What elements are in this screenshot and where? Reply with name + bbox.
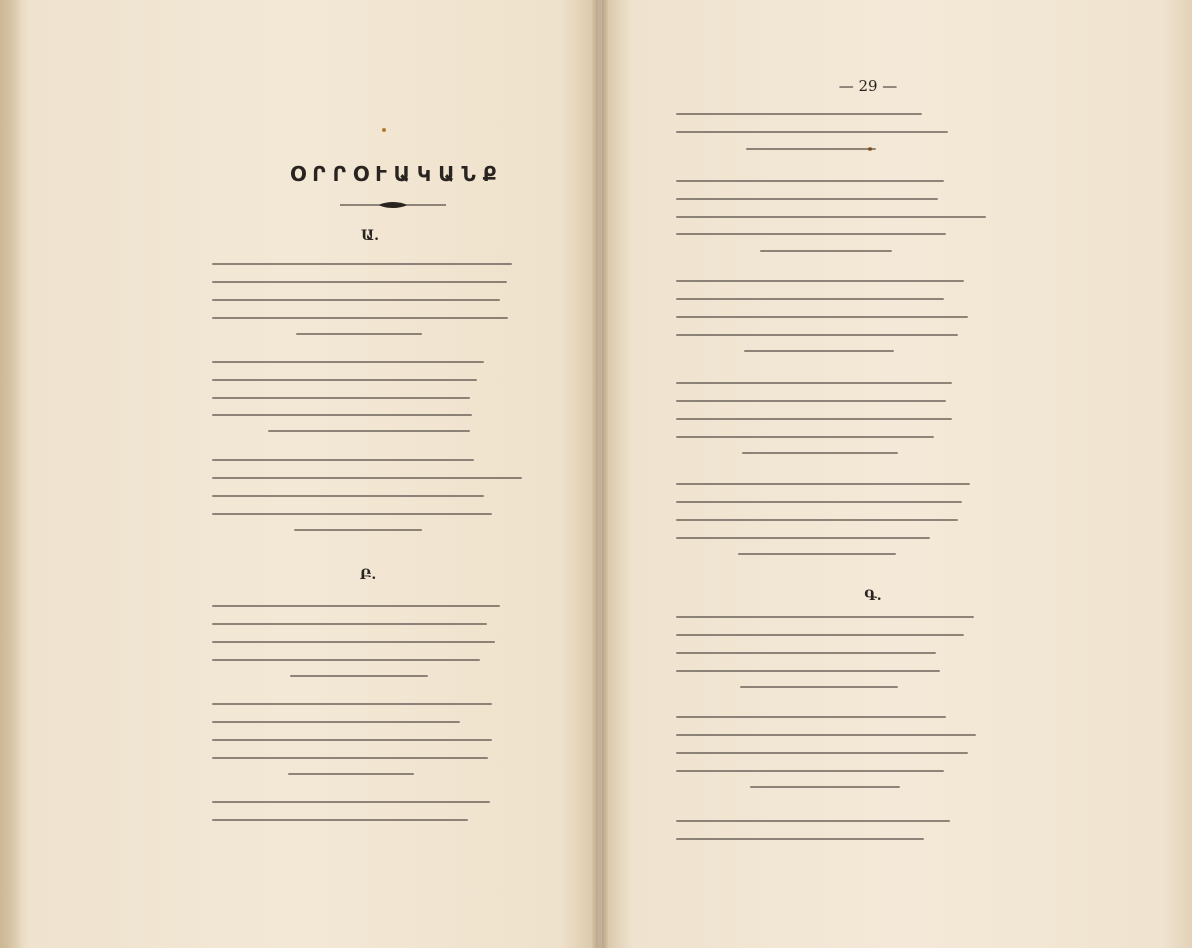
verse-line: [212, 721, 460, 723]
verse-line: [294, 529, 422, 531]
verse-line: [676, 670, 940, 672]
section-heading-c: Գ.: [864, 588, 882, 604]
title-ornament: [338, 200, 448, 210]
verse-line: [676, 418, 952, 420]
verse-line: [212, 739, 492, 741]
verse-line: [212, 379, 477, 381]
verse-line: [744, 350, 894, 352]
verse-line: [212, 623, 487, 625]
verse-line: [288, 773, 414, 775]
verse-line: [212, 495, 484, 497]
verse-line: [212, 414, 472, 416]
verse-line: [676, 400, 946, 402]
verse-line: [676, 734, 976, 736]
verse-line: [676, 616, 974, 618]
verse-line: [212, 299, 500, 301]
verse-line: [676, 298, 944, 300]
verse-line: [212, 659, 480, 661]
page-title: ՕՐՐՕՒԱԿԱՆՔ: [290, 162, 504, 186]
verse-line: [676, 382, 952, 384]
verse-line: [212, 819, 468, 821]
verse-line: [212, 513, 492, 515]
verse-line: [676, 752, 968, 754]
verse-line: [212, 263, 512, 265]
verse-line: [676, 216, 986, 218]
verse-line: [676, 838, 924, 840]
page-number: — 29 —: [838, 77, 898, 95]
verse-line: [296, 333, 422, 335]
verse-line: [212, 317, 508, 319]
verse-line: [212, 361, 484, 363]
verse-line: [212, 459, 474, 461]
ink-speck: [382, 128, 386, 132]
verse-line: [676, 180, 944, 182]
page-edge-shadow: [0, 0, 22, 948]
verse-line: [676, 436, 934, 438]
verse-line: [212, 397, 470, 399]
verse-line: [212, 281, 507, 283]
verse-line: [212, 641, 495, 643]
verse-line: [676, 716, 946, 718]
verse-line: [740, 686, 898, 688]
verse-line: [676, 501, 962, 503]
verse-line: [676, 280, 964, 282]
verse-line: [676, 519, 958, 521]
verse-line: [676, 820, 950, 822]
verse-line: [746, 148, 876, 150]
verse-line: [676, 652, 936, 654]
verse-line: [738, 553, 896, 555]
section-heading-b: Բ.: [359, 567, 377, 583]
verse-line: [212, 477, 522, 479]
verse-line: [212, 703, 492, 705]
verse-line: [212, 757, 488, 759]
verse-line: [676, 770, 944, 772]
verse-line: [212, 605, 500, 607]
verse-line: [760, 250, 892, 252]
verse-line: [742, 452, 898, 454]
verse-line: [676, 233, 946, 235]
verse-line: [676, 316, 968, 318]
verse-line: [676, 198, 938, 200]
verse-line: [676, 334, 958, 336]
verse-line: [268, 430, 470, 432]
verse-line: [212, 801, 490, 803]
verse-line: [750, 786, 900, 788]
verse-line: [290, 675, 428, 677]
right-page: [602, 0, 1192, 948]
verse-line: [676, 113, 922, 115]
section-heading-a: Ա.: [360, 228, 380, 244]
verse-line: [676, 483, 970, 485]
verse-line: [676, 634, 964, 636]
book-gutter: [592, 0, 608, 948]
verse-line: [676, 131, 948, 133]
verse-line: [676, 537, 930, 539]
